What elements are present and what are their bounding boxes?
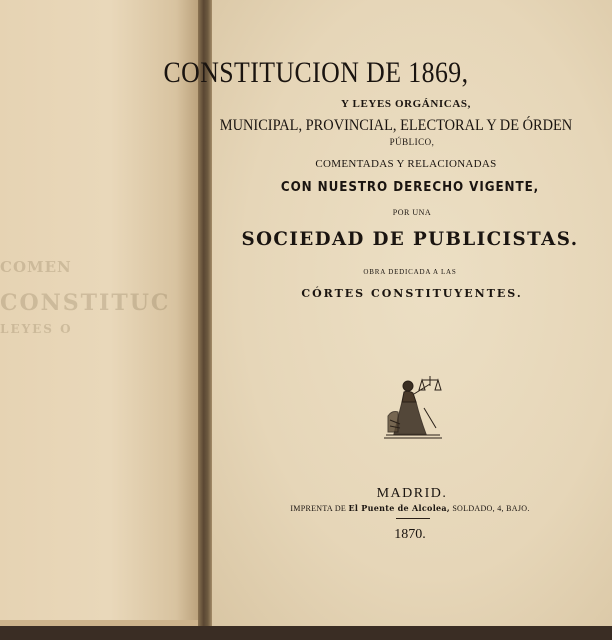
- imprint-rule: [396, 518, 430, 519]
- showthrough-text-1: COMEN: [0, 258, 72, 276]
- author-line: SOCIEDAD DE PUBLICISTAS.: [241, 228, 579, 250]
- book-title: CONSTITUCION DE 1869,: [163, 56, 469, 89]
- line-obra-dedicada: OBRA DEDICADA A LAS: [363, 268, 457, 276]
- dedication-line: CÓRTES CONSTITUYENTES.: [301, 287, 523, 300]
- imprint-prefix: IMPRENTA DE: [290, 504, 347, 513]
- line-con-nuestro: CON NUESTRO DERECHO VIGENTE,: [280, 180, 540, 195]
- imprint-city: MADRID.: [376, 486, 448, 501]
- imprint-line: [104, 503, 612, 513]
- subtitle-publico: PÚBLICO,: [389, 137, 435, 147]
- showthrough-text-2: CONSTITUC: [0, 290, 171, 316]
- imprint-printer: El Puente de Alcolea,: [348, 503, 450, 513]
- subtitle-municipal: MUNICIPAL, PROVINCIAL, ELECTORAL Y DE ÓRDEN: [219, 117, 573, 134]
- subtitle-leyes: Y LEYES ORGÁNICAS,: [341, 98, 471, 110]
- imprint-address: SOLDADO, 4, BAJO.: [452, 504, 530, 513]
- justice-vignette: [380, 372, 446, 440]
- line-por-una: POR UNA: [392, 208, 432, 217]
- cover-bottom-edge: [0, 626, 612, 640]
- line-comentadas: COMENTADAS Y RELACIONADAS: [315, 158, 497, 170]
- book-gutter: [198, 0, 212, 640]
- publication-year: 1870.: [394, 527, 426, 542]
- showthrough-text-3: LEYES O: [0, 322, 73, 336]
